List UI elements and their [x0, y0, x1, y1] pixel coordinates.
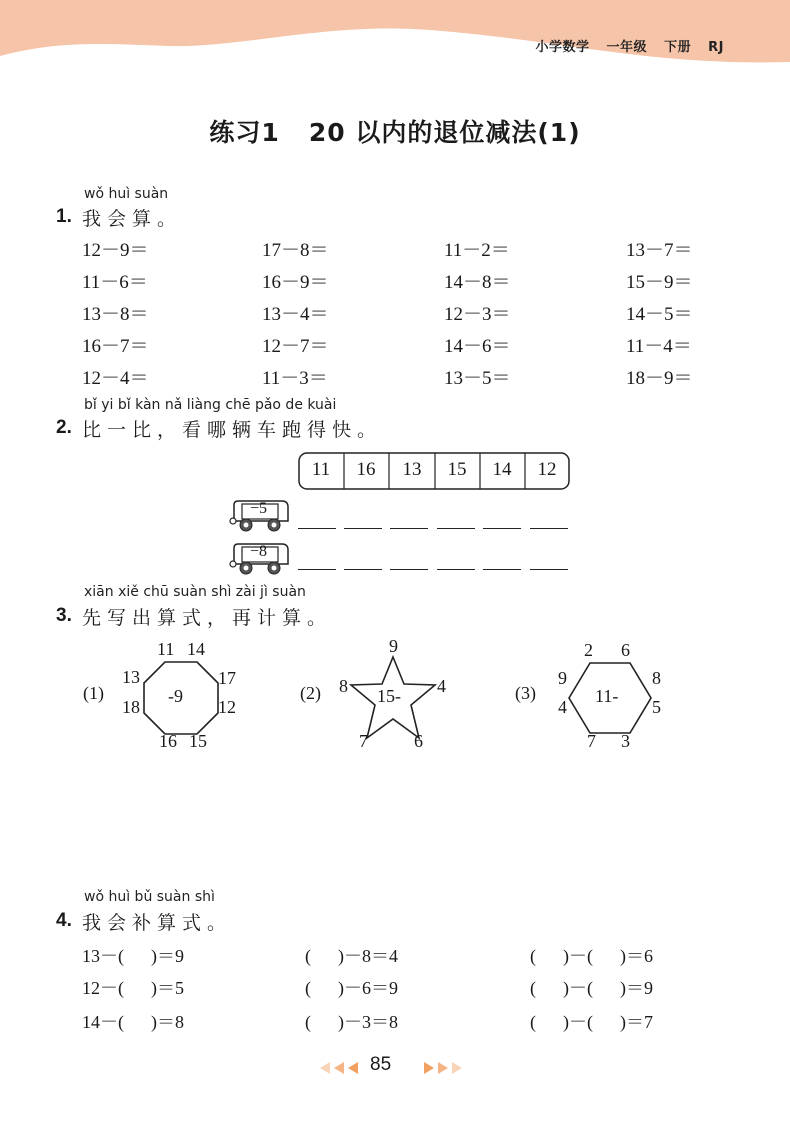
q1-equation: 18－9＝ [626, 368, 693, 389]
q4-number: 4. [56, 910, 72, 931]
q1-equation: 13－5＝ [444, 368, 511, 389]
puzzle-3-num: 8 [652, 668, 661, 688]
q3-pinyin: xiān xiě chū suàn shì zài jì suàn [84, 584, 306, 600]
answer-line[interactable] [483, 528, 521, 529]
car-minus-8 [228, 540, 294, 576]
answer-line[interactable] [344, 569, 382, 570]
q1-equation: 13－4＝ [262, 304, 329, 325]
puzzle-1-label: (1) [83, 683, 104, 703]
car-1-label: −5 [250, 500, 268, 517]
q4-text: 我会补算式。 [82, 912, 233, 934]
q1-equation: 16－9＝ [262, 272, 329, 293]
puzzle-3-num: 9 [558, 668, 567, 688]
q4-equation[interactable]: ( )－3＝8 [305, 1012, 398, 1032]
track-cell: 14 [492, 459, 512, 480]
q4-equation[interactable]: ( )－( )＝9 [530, 978, 653, 998]
right-arrows-icon [420, 1060, 464, 1076]
puzzle-2-center: 15- [377, 686, 401, 706]
q2-pinyin: bǐ yi bǐ kàn nǎ liàng chē pǎo de kuài [84, 397, 337, 413]
puzzle-2-num: 8 [339, 676, 348, 696]
header-band [0, 0, 790, 70]
q4-equation[interactable]: ( )－( )＝7 [530, 1012, 653, 1032]
puzzle-2-num: 7 [359, 731, 368, 751]
puzzle-3-num: 6 [621, 640, 630, 660]
puzzle-2-num: 6 [414, 731, 423, 751]
header-book: 小学数学 [535, 40, 590, 55]
q4-equation[interactable]: 13－( )＝9 [82, 946, 184, 966]
q3-text: 先写出算式，再计算。 [82, 607, 333, 629]
q1-equation: 11－2＝ [444, 240, 510, 261]
puzzle-3-num: 3 [621, 731, 630, 751]
header-edition: RJ [708, 40, 724, 55]
answer-line[interactable] [344, 528, 382, 529]
answer-line[interactable] [298, 528, 336, 529]
track-cell: 13 [402, 459, 422, 480]
q1-equation: 12－7＝ [262, 336, 329, 357]
q2-text: 比一比，看哪辆车跑得快。 [82, 419, 383, 441]
left-arrows-icon [318, 1060, 362, 1076]
q4-equation[interactable]: ( )－8＝4 [305, 946, 398, 966]
q1-equation: 14－6＝ [444, 336, 511, 357]
answer-line[interactable] [437, 528, 475, 529]
header-volume: 下册 [664, 40, 692, 55]
q4-equation[interactable]: ( )－6＝9 [305, 978, 398, 998]
page-number: 85 [370, 1054, 392, 1075]
q1-equation: 13－7＝ [626, 240, 693, 261]
q2-number: 2. [56, 417, 72, 438]
puzzle-3-num: 2 [584, 640, 593, 660]
q1-equation: 11－3＝ [262, 368, 328, 389]
q1-equation: 11－4＝ [626, 336, 692, 357]
puzzle-3-center: 11- [595, 686, 619, 706]
q1-text: 我会算。 [82, 208, 183, 230]
puzzle-2-num: 9 [389, 636, 398, 656]
q4-equation[interactable]: 12－( )＝5 [82, 978, 184, 998]
q1-equation: 15－9＝ [626, 272, 693, 293]
answer-line[interactable] [483, 569, 521, 570]
car-minus-5 [228, 497, 294, 533]
q1-equation: 16－7＝ [82, 336, 149, 357]
puzzle-1-num: 17 [218, 668, 236, 688]
answer-line[interactable] [437, 569, 475, 570]
q1-equation: 12－9＝ [82, 240, 149, 261]
puzzle-3-num: 4 [558, 697, 567, 717]
q4-pinyin: wǒ huì bǔ suàn shì [84, 889, 215, 905]
puzzle-1-num: 11 [157, 639, 175, 659]
q1-equation: 12－3＝ [444, 304, 511, 325]
puzzle-2-label: (2) [300, 683, 321, 703]
puzzle-3-num: 7 [587, 731, 596, 751]
puzzle-2-num: 4 [437, 676, 446, 696]
puzzle-3-label: (3) [515, 683, 536, 703]
answer-line[interactable] [390, 528, 428, 529]
page-title: 练习1 20 以内的退位减法(1) [209, 118, 581, 147]
answer-line[interactable] [530, 569, 568, 570]
answer-line[interactable] [390, 569, 428, 570]
track-cell: 12 [537, 459, 557, 480]
track-cell: 11 [311, 459, 331, 480]
q4-equation[interactable]: 14－( )＝8 [82, 1012, 184, 1032]
q1-number: 1. [56, 206, 72, 227]
q1-equation: 13－8＝ [82, 304, 149, 325]
track-cell: 16 [356, 459, 376, 480]
q3-number: 3. [56, 605, 72, 626]
puzzle-1-num: 13 [122, 667, 140, 687]
answer-line[interactable] [530, 528, 568, 529]
track-cell: 15 [447, 459, 467, 480]
answer-line[interactable] [298, 569, 336, 570]
q1-equation: 12－4＝ [82, 368, 149, 389]
q1-equation: 11－6＝ [82, 272, 148, 293]
number-track [298, 452, 570, 490]
puzzle-1-center: -9 [168, 686, 183, 706]
header-book-info [524, 36, 725, 55]
puzzle-1-num: 18 [122, 697, 140, 717]
puzzle-1-num: 16 [159, 731, 177, 751]
puzzle-1-num: 15 [189, 731, 207, 751]
q1-equation: 17－8＝ [262, 240, 329, 261]
puzzle-3-num: 5 [652, 697, 661, 717]
puzzle-1-num: 12 [218, 697, 236, 717]
q1-equation: 14－5＝ [626, 304, 693, 325]
q1-equation: 14－8＝ [444, 272, 511, 293]
header-grade: 一年级 [606, 40, 648, 55]
q4-equation[interactable]: ( )－( )＝6 [530, 946, 653, 966]
q1-pinyin: wǒ huì suàn [84, 186, 169, 202]
car-2-label: −8 [250, 543, 268, 560]
puzzle-1-num: 14 [187, 639, 205, 659]
